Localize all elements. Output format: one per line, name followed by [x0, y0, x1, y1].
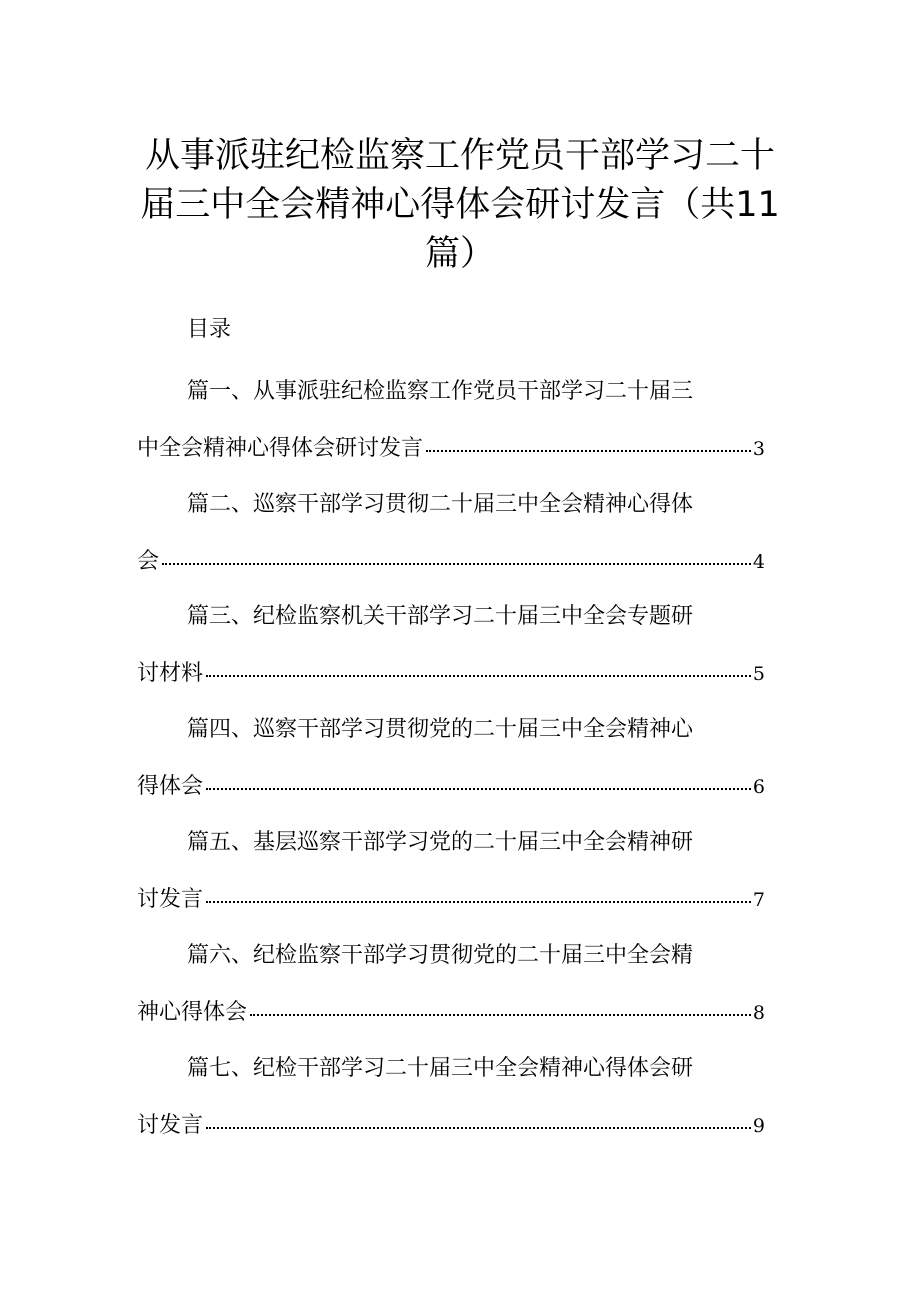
- title-line-1: 从事派驻纪检监察工作党员干部学习二十: [144, 136, 775, 176]
- toc-entry-3[interactable]: [137, 600, 765, 700]
- toc-entry-title-cont: 讨发言: [137, 1113, 204, 1138]
- toc-entry-title: 篇一、从事派驻纪检监察工作党员干部学习二十届三: [187, 379, 694, 404]
- dot-leader: [206, 901, 751, 903]
- toc-entry-continuation: [137, 770, 765, 804]
- toc-heading: 目录: [187, 317, 232, 342]
- toc-entry-title: 篇七、纪检干部学习二十届三中全会精神心得体会研: [187, 1056, 694, 1081]
- toc-entry-continuation: [137, 883, 765, 917]
- toc-entry-continuation: [137, 1109, 765, 1143]
- dot-leader: [206, 788, 751, 790]
- toc-page-number: 3: [752, 438, 765, 460]
- toc-entry-title-cont: 神心得体会: [137, 1000, 248, 1025]
- toc-entry-title-cont: 中全会精神心得体会研讨发言: [137, 436, 424, 461]
- dot-leader: [250, 1014, 751, 1016]
- toc-entry-title: 篇六、纪检监察干部学习贯彻党的二十届三中全会精: [187, 943, 694, 968]
- toc-entry-5[interactable]: [137, 826, 765, 926]
- toc-entry-continuation: [137, 432, 765, 466]
- toc-entry-1[interactable]: [137, 375, 765, 475]
- toc-entry-continuation: [137, 545, 765, 579]
- toc-entry-title-cont: 讨材料: [137, 661, 204, 686]
- toc-entry-4[interactable]: [137, 713, 765, 813]
- toc-page-number: 8: [752, 1002, 765, 1024]
- toc-entry-continuation: [137, 996, 765, 1030]
- dot-leader: [426, 450, 751, 452]
- toc-entry-7[interactable]: [137, 1052, 765, 1152]
- toc-page-number: 7: [752, 889, 765, 911]
- toc-page-number: 6: [752, 776, 765, 798]
- toc-entry-continuation: [137, 657, 765, 691]
- toc-entry-title: 篇五、基层巡察干部学习党的二十届三中全会精神研: [187, 830, 694, 855]
- toc-entry-title-cont: 会: [137, 549, 160, 574]
- toc-entry-title: 篇四、巡察干部学习贯彻党的二十届三中全会精神心: [187, 717, 694, 742]
- toc-page-number: 9: [752, 1115, 765, 1137]
- toc-entry-title: 篇二、巡察干部学习贯彻二十届三中全会精神心得体: [187, 492, 694, 517]
- document-title: [140, 132, 780, 279]
- toc-page-number: 5: [752, 663, 765, 685]
- toc-entry-2[interactable]: [137, 488, 765, 588]
- toc-entry-title-cont: 得体会: [137, 774, 204, 799]
- toc-entry-title-cont: 讨发言: [137, 887, 204, 912]
- dot-leader: [162, 563, 751, 565]
- toc-page-number: 4: [752, 551, 765, 573]
- title-line-2: 届三中全会精神心得体会研讨发言（共11: [140, 185, 780, 225]
- dot-leader: [206, 1127, 751, 1129]
- dot-leader: [206, 675, 751, 677]
- toc-entry-6[interactable]: [137, 939, 765, 1039]
- title-line-3: 篇）: [424, 234, 495, 274]
- toc-entry-title: 篇三、纪检监察机关干部学习二十届三中全会专题研: [187, 604, 694, 629]
